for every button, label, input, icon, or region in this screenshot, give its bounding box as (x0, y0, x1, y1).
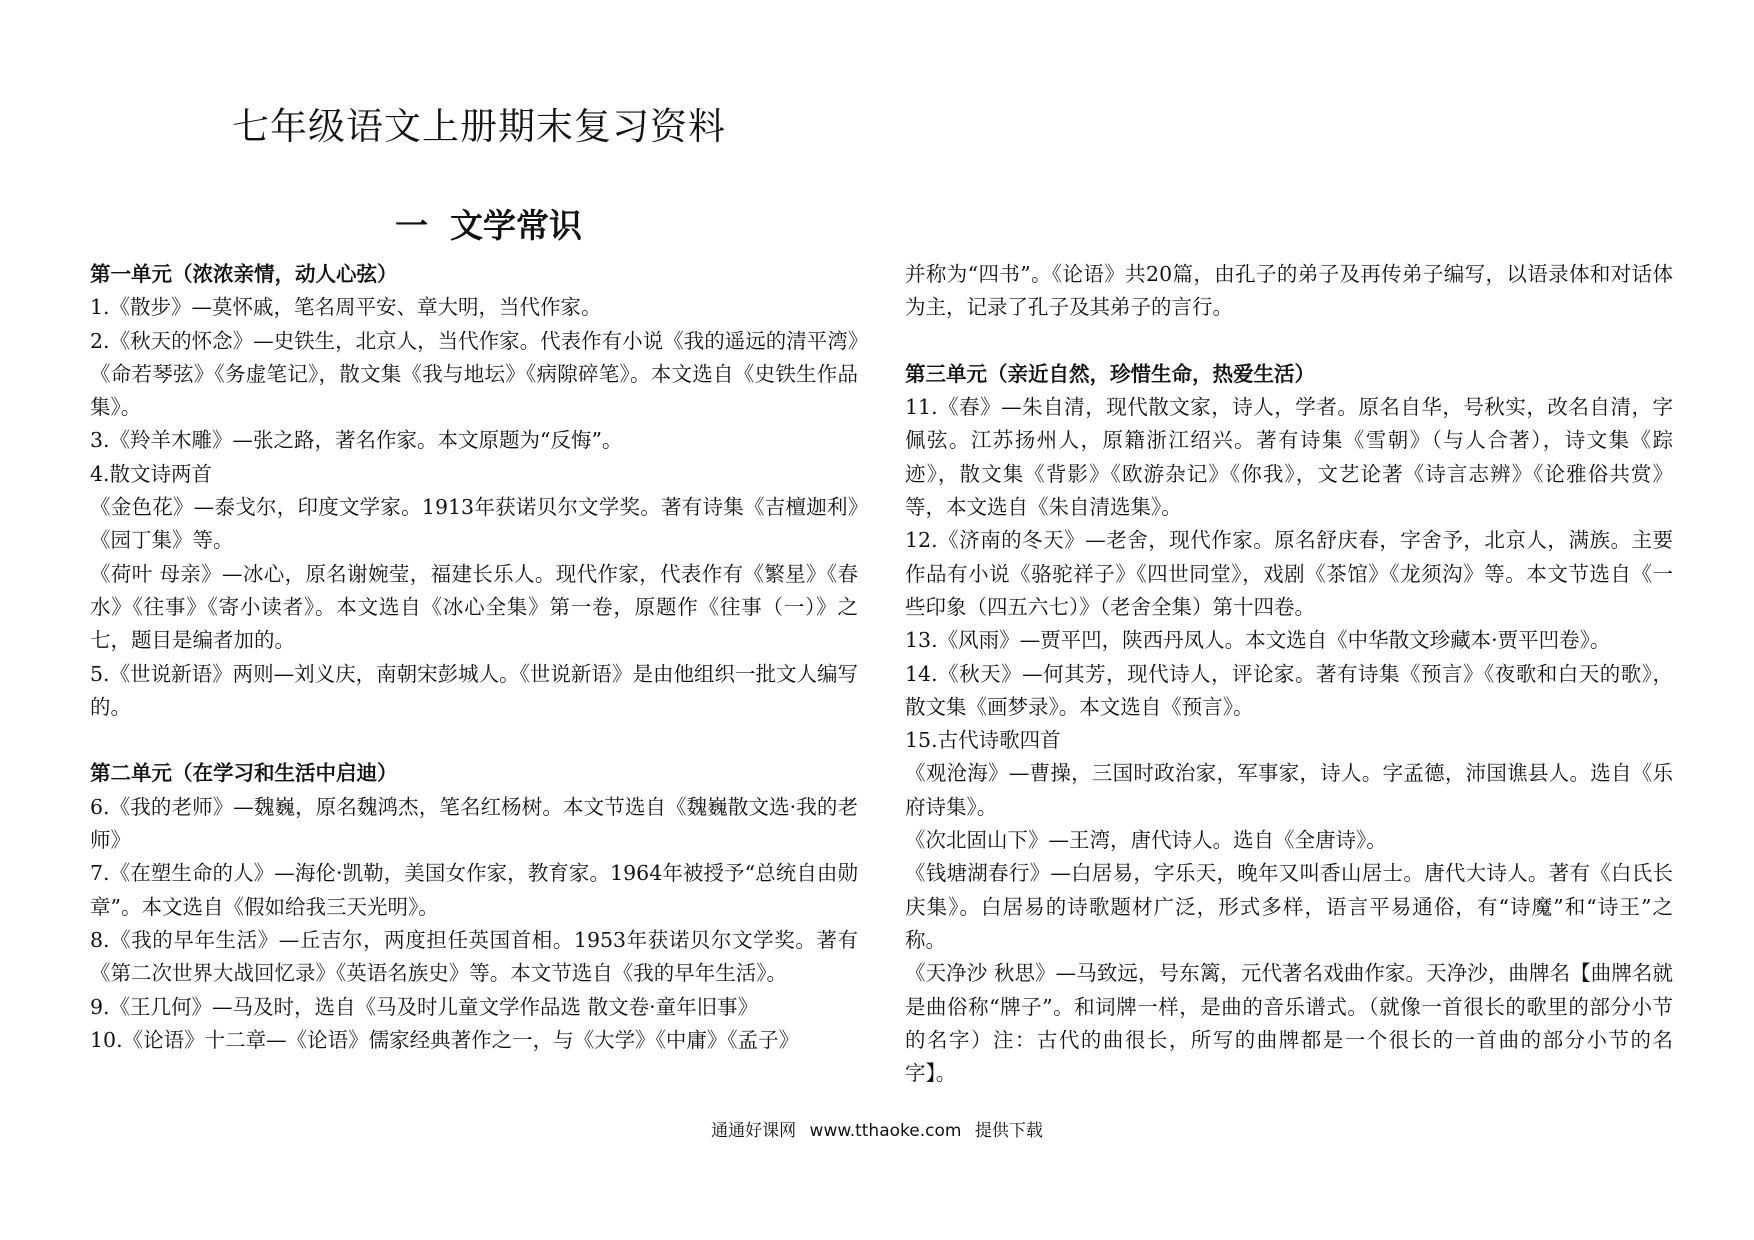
entry-paragraph: 13.《风雨》—贾平凹，陕西丹凤人。本文选自《中华散文珍藏本·贾平凹卷》。 (905, 628, 1611, 653)
entry-paragraph: 9.《王几何》—马及时，选自《马及时儿童文学作品选 散文卷·童年旧事》 (90, 994, 759, 1019)
entry-paragraph: 《金色花》—泰戈尔，印度文学家。1913年获诺贝尔文学奖。著有诗集《吉檀迦利》《园丁集》等。 (90, 495, 858, 553)
section-number: 一 (395, 206, 428, 245)
entry-paragraph: 5.《世说新语》两则—刘义庆，南朝宋彭城人。《世说新语》是由他组织一批文人编写的。 (90, 661, 858, 719)
entry-paragraph: 4.散文诗两首 (90, 461, 213, 486)
unit-heading: 第一单元（浓浓亲情，动人心弦） (90, 262, 398, 286)
document-title: 七年级语文上册期末复习资料 (232, 105, 726, 148)
unit-heading: 第三单元（亲近自然，珍惜生命，热爱生活） (905, 361, 1315, 386)
entry-paragraph: 11.《春》—朱自清，现代散文家，诗人，学者。原名自华，号秋实，改名自清，字佩弦。江苏扬州人，原籍浙江绍兴。著有诗集《雪朝》（与人合著），诗文集《踪迹》，散文集《背影》《欧游杂记》《你我》，文艺论著《诗言志辨》《论雅俗共赏》等，本文选自《朱自清选集》。 (905, 395, 1673, 520)
section-heading (395, 200, 582, 247)
unit-heading: 第二单元（在学习和生活中启迪） (90, 761, 398, 786)
entry-paragraph: 《荷叶 母亲》—冰心，原名谢婉莹，福建长乐人。现代作家，代表作有《繁星》《春水》《往事》《寄小读者》。本文选自《冰心全集》第一卷，原题作《往事（一）》之七，题目是编者加的。 (90, 561, 858, 653)
footer-site-name: 通通好课网 (711, 1121, 797, 1141)
entry-paragraph: 8.《我的早年生活》—丘吉尔，两度担任英国首相。1953年获诺贝尔文学奖。著有《第二次世界大战回忆录》《英语名族史》等。本文节选自《我的早年生活》。 (90, 927, 858, 986)
entry-paragraph: 2.《秋天的怀念》—史铁生，北京人，当代作家。代表作有小说《我的遥远的清平湾》《命若琴弦》《务虚笔记》，散文集《我与地坛》《病隙碎笔》。本文选自《史铁生作品集》。 (90, 328, 858, 420)
entry-paragraph: 15.古代诗歌四首 (905, 728, 1061, 753)
right-column (905, 258, 1673, 1090)
paragraph-gap (905, 325, 1673, 358)
paragraph-gap (90, 724, 858, 757)
entry-paragraph: 3.《羚羊木雕》—张之路，著名作家。本文原题为“反悔”。 (90, 428, 623, 453)
entry-paragraph: 10.《论语》十二章—《论语》儒家经典著作之一，与《大学》《中庸》《孟子》 (90, 1027, 800, 1052)
footer-url[interactable]: www.tthaoke.com (809, 1121, 962, 1141)
entry-paragraph: 《观沧海》—曹操，三国时政治家，军事家，诗人。字孟德，沛国谯县人。选自《乐府诗集》。 (905, 761, 1673, 819)
section-label: 文学常识 (450, 206, 582, 245)
entry-paragraph: 1.《散步》—莫怀戚，笔名周平安、章大明，当代作家。 (90, 295, 602, 320)
entry-paragraph: 6.《我的老师》—魏巍，原名魏鸿杰，笔名红杨树。本文节选自《魏巍散文选·我的老师》 (90, 794, 858, 853)
footer-note: 提供下载 (974, 1121, 1043, 1141)
entry-paragraph: 《次北固山下》—王湾，唐代诗人。选自《全唐诗》。 (905, 828, 1387, 853)
entry-paragraph: 14.《秋天》—何其芳，现代诗人，评论家。著有诗集《预言》《夜歌和白天的歌》，散文集《画梦录》。本文选自《预言》。 (905, 661, 1673, 719)
left-column (90, 258, 858, 1057)
entry-paragraph: 《天净沙 秋思》—马致远，号东篱，元代著名戏曲作家。天净沙，曲牌名【曲牌名就是曲俗称“牌子”。和词牌一样，是曲的音乐谱式。（就像一首很长的歌里的部分小节的名字）注：古代的曲很长，所写的曲牌都是一个很长的一首曲的部分小节的名字】。 (905, 961, 1673, 1086)
entry-paragraph: 《钱塘湖春行》—白居易，字乐天，晚年又叫香山居士。唐代大诗人。著有《白氏长庆集》。白居易的诗歌题材广泛，形式多样，语言平易通俗，有“诗魔”和“诗王”之称。 (905, 861, 1673, 952)
page-footer (0, 1116, 1754, 1141)
entry-paragraph: 7.《在塑生命的人》—海伦·凯勒，美国女作家，教育家。1964年被授予“总统自由勋章”。本文选自《假如给我三天光明》。 (90, 861, 858, 919)
entry-paragraph: 12.《济南的冬天》—老舍，现代作家。原名舒庆春，字舍予，北京人，满族。主要作品有小说《骆驼祥子》《四世同堂》，戏剧《茶馆》《龙须沟》等。本文节选自《一些印象（四五六七）》（老舍全集）第十四卷。 (905, 528, 1673, 619)
entry-paragraph: 并称为“四书”。《论语》共20篇，由孔子的弟子及再传弟子编写，以语录体和对话体为主，记录了孔子及其弟子的言行。 (905, 262, 1673, 320)
